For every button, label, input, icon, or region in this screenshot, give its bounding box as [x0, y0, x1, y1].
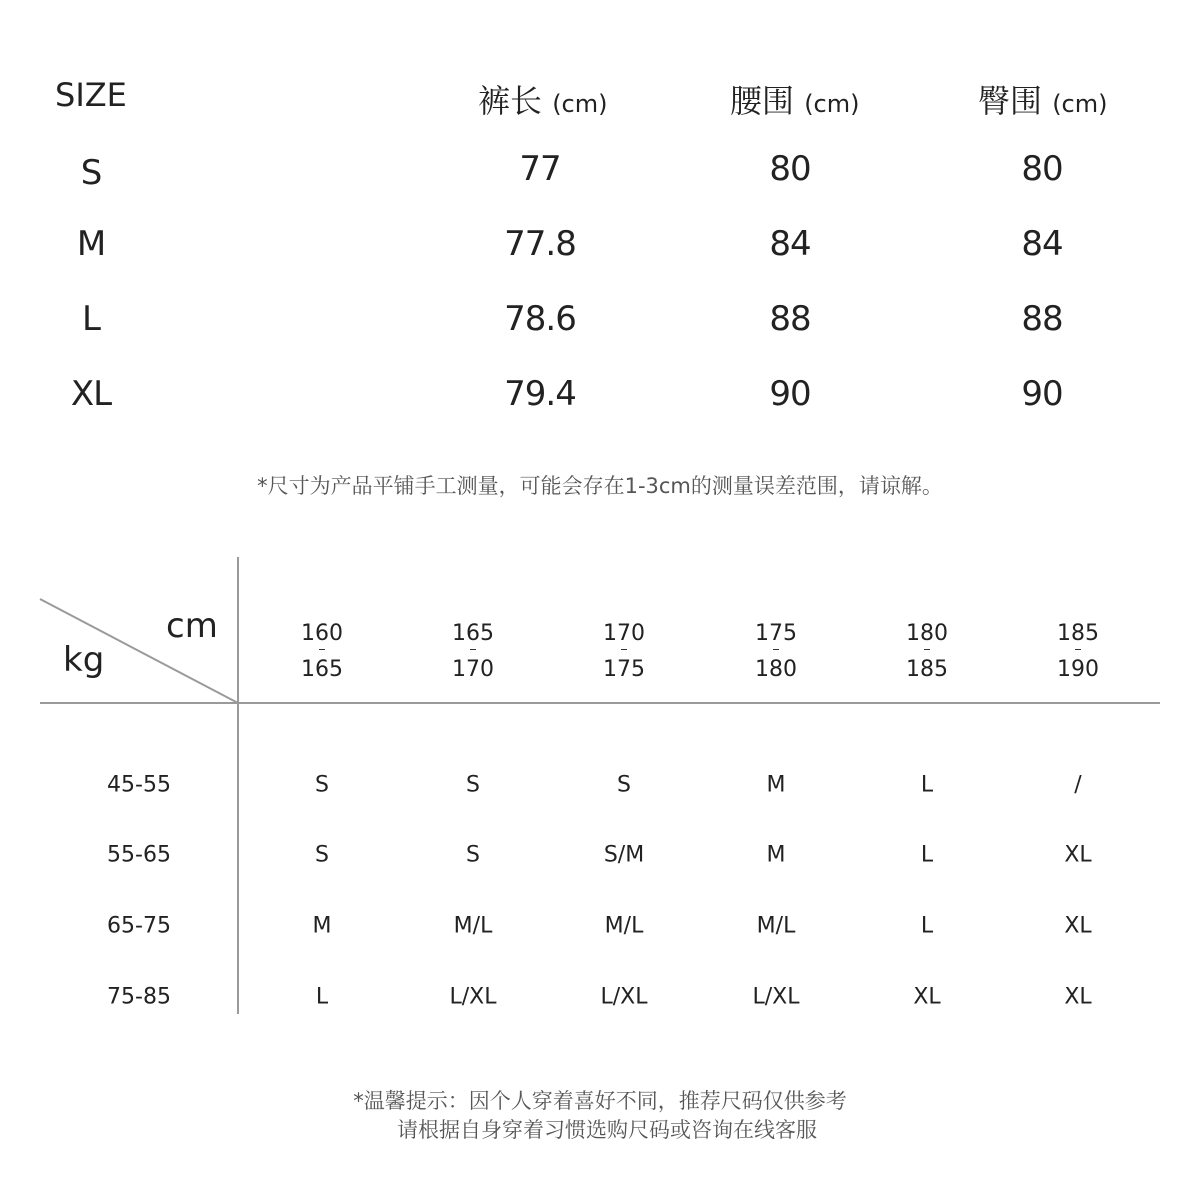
corner-cm-label: cm: [166, 606, 218, 646]
height-from: 175: [755, 621, 797, 646]
fit-size-cell: M/L: [756, 913, 796, 939]
fit-size-cell: L/XL: [449, 984, 497, 1010]
fit-size-cell: M/L: [604, 913, 644, 939]
corner-kg-label: kg: [63, 640, 105, 680]
fit-size-cell: L/XL: [600, 984, 648, 1010]
fit-size-cell: L: [920, 913, 934, 939]
fit-size-cell: S: [315, 772, 329, 798]
fit-size-cell: XL: [1064, 842, 1092, 868]
fit-size-cell: L/XL: [752, 984, 800, 1010]
length-cell: 77.8: [504, 224, 576, 264]
waist-cell: 90: [769, 374, 811, 414]
fit-size-cell: L: [315, 984, 329, 1010]
size-cell: M: [76, 224, 106, 264]
height-to: 190: [1057, 657, 1099, 682]
fit-size-cell: /: [1074, 772, 1082, 798]
hip-cell: 80: [1021, 149, 1063, 189]
weight-range-label: 65-75: [107, 913, 171, 939]
size-header-label: SIZE: [55, 76, 127, 114]
height-to: 175: [603, 657, 645, 682]
height-from: 180: [906, 621, 948, 646]
fit-size-cell: S: [466, 772, 480, 798]
height-range-header: [1038, 616, 1118, 688]
fit-size-cell: XL: [913, 984, 941, 1010]
height-to: 165: [301, 657, 343, 682]
waist-header-label: 腰围: [730, 82, 795, 120]
length-header-unit: (cm): [552, 90, 608, 118]
fit-size-cell: M: [312, 913, 332, 939]
height-from: 160: [301, 621, 343, 646]
length-cell: 77: [519, 149, 561, 189]
waist-cell: 80: [769, 149, 811, 189]
fit-size-cell: S: [315, 842, 329, 868]
height-range-header: [736, 616, 816, 688]
hip-header-unit: (cm): [1052, 90, 1108, 118]
length-cell: 79.4: [504, 374, 576, 414]
waist-cell: 88: [769, 299, 811, 339]
fit-size-cell: XL: [1064, 984, 1092, 1010]
waist-cell: 84: [769, 224, 811, 264]
fit-size-cell: M: [766, 772, 786, 798]
fit-size-cell: XL: [1064, 913, 1092, 939]
waist-header-unit: (cm): [804, 90, 860, 118]
height-range-header: [887, 616, 967, 688]
fit-size-cell: S/M: [603, 842, 645, 868]
measurement-note: *尺寸为产品平铺手工测量，可能会存在1-3cm的测量误差范围，请谅解。: [257, 474, 943, 498]
weight-range-label: 45-55: [107, 772, 171, 798]
height-range-header: [433, 616, 513, 688]
fit-size-cell: S: [466, 842, 480, 868]
fit-size-cell: L: [920, 772, 934, 798]
hip-cell: 88: [1021, 299, 1063, 339]
height-from: 185: [1057, 621, 1099, 646]
fit-size-cell: M/L: [453, 913, 493, 939]
tip-line-1: *温馨提示：因个人穿着喜好不同，推荐尺码仅供参考: [353, 1089, 847, 1113]
length-cell: 78.6: [504, 299, 576, 339]
height-range-header: [282, 616, 362, 688]
size-cell: S: [80, 153, 102, 193]
weight-range-label: 55-65: [107, 842, 171, 868]
weight-range-label: 75-85: [107, 984, 171, 1010]
height-from: 165: [452, 621, 494, 646]
size-cell: L: [82, 299, 100, 339]
fit-size-cell: L: [920, 842, 934, 868]
hip-header-label: 臀围: [978, 82, 1043, 120]
height-range-header: [584, 616, 664, 688]
length-header-label: 裤长: [478, 82, 543, 120]
tip-line-2: 请根据自身穿着习惯选购尺码或咨询在线客服: [397, 1118, 817, 1142]
hip-cell: 90: [1021, 374, 1063, 414]
height-to: 180: [755, 657, 797, 682]
fit-size-cell: M: [766, 842, 786, 868]
height-to: 170: [452, 657, 494, 682]
height-to: 185: [906, 657, 948, 682]
height-from: 170: [603, 621, 645, 646]
fit-size-cell: S: [617, 772, 631, 798]
size-cell: XL: [70, 374, 112, 414]
hip-cell: 84: [1021, 224, 1063, 264]
